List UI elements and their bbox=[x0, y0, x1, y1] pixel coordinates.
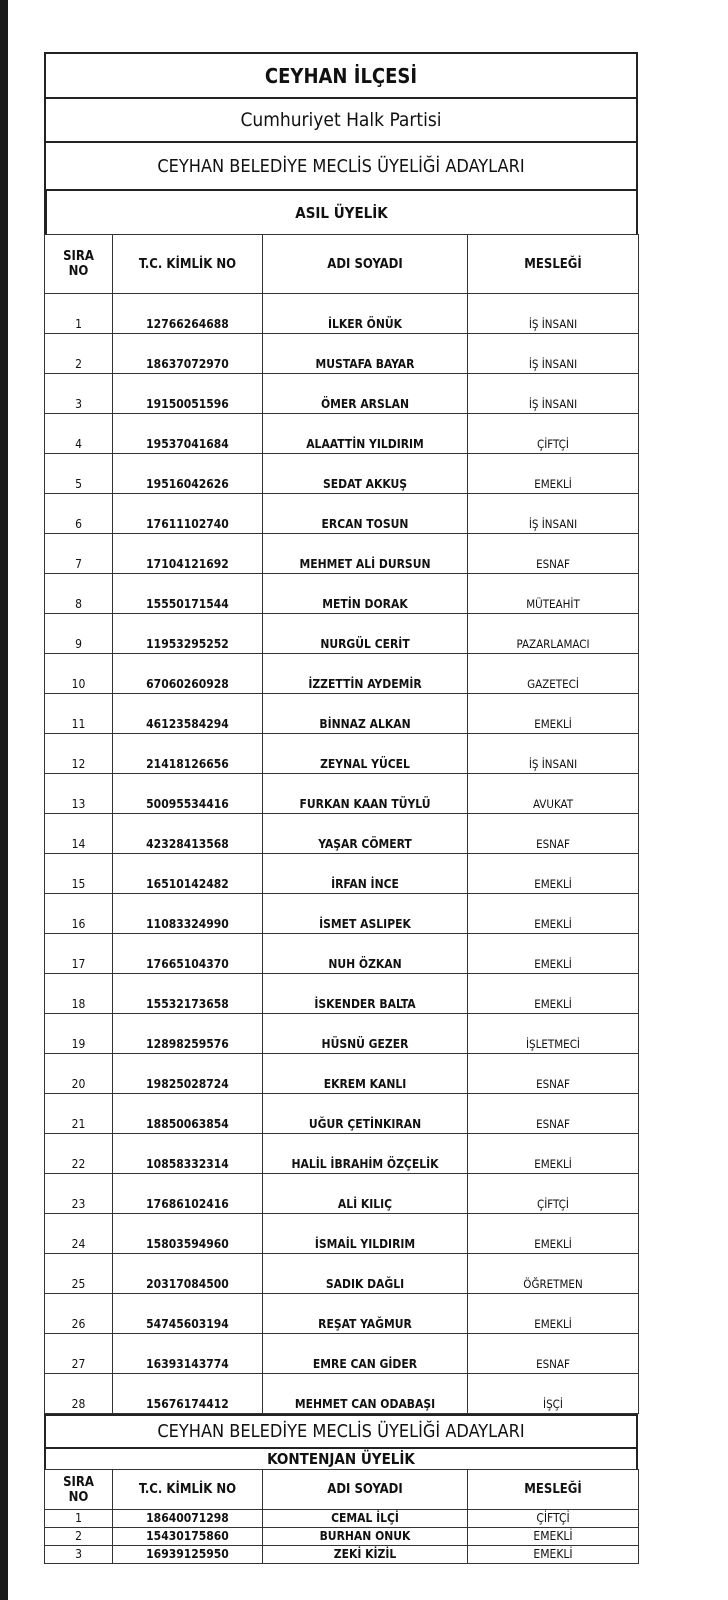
adi-soyadi-cell: İLKER ÖNÜK bbox=[263, 294, 468, 334]
table-row bbox=[45, 374, 639, 414]
tc-kimlik-no-cell: 16393143774 bbox=[113, 1334, 263, 1374]
tc-kimlik-no-cell: 15550171544 bbox=[113, 574, 263, 614]
adi-soyadi-cell: EKREM KANLI bbox=[263, 1054, 468, 1094]
sira-no-cell: 13 bbox=[45, 774, 113, 814]
table-row bbox=[45, 734, 639, 774]
adi-soyadi-cell: ALAATTİN YILDIRIM bbox=[263, 414, 468, 454]
meslegi-cell: ESNAF bbox=[468, 1054, 639, 1094]
sira-no-cell: 4 bbox=[45, 414, 113, 454]
tc-kimlik-no-cell: 16510142482 bbox=[113, 854, 263, 894]
meslegi-cell: EMEKLİ bbox=[468, 894, 639, 934]
sira-no-cell: 24 bbox=[45, 1214, 113, 1254]
tc-kimlik-no-cell: 50095534416 bbox=[113, 774, 263, 814]
adi-soyadi-cell: İZZETTİN AYDEMİR bbox=[263, 654, 468, 694]
adi-soyadi-cell: NURGÜL CERİT bbox=[263, 614, 468, 654]
table-row bbox=[45, 774, 639, 814]
sira-no-cell: 15 bbox=[45, 854, 113, 894]
candidate-list-document bbox=[44, 52, 638, 1564]
kontenjan-table bbox=[44, 1469, 639, 1564]
table-row bbox=[45, 534, 639, 574]
sira-no-cell: 11 bbox=[45, 694, 113, 734]
tc-kimlik-no-cell: 17611102740 bbox=[113, 494, 263, 534]
table-row bbox=[45, 414, 639, 454]
meslegi-cell: EMEKLİ bbox=[468, 854, 639, 894]
adi-soyadi-cell: İSMET ASLIPEK bbox=[263, 894, 468, 934]
sira-no-cell: 2 bbox=[45, 334, 113, 374]
table-row bbox=[45, 974, 639, 1014]
tc-kimlik-no-cell: 10858332314 bbox=[113, 1134, 263, 1174]
meslegi-cell: ESNAF bbox=[468, 534, 639, 574]
adi-soyadi-cell: İSMAİL YILDIRIM bbox=[263, 1214, 468, 1254]
tc-kimlik-no-cell: 18640071298 bbox=[113, 1510, 263, 1528]
tc-kimlik-no-cell: 18850063854 bbox=[113, 1094, 263, 1134]
sira-no-cell: 18 bbox=[45, 974, 113, 1014]
sira-no-cell: 27 bbox=[45, 1334, 113, 1374]
table-row bbox=[45, 1134, 639, 1174]
party-name: Cumhuriyet Halk Partisi bbox=[44, 97, 638, 141]
table-row bbox=[45, 1094, 639, 1134]
meslegi-cell: EMEKLİ bbox=[468, 694, 639, 734]
table-row bbox=[45, 1528, 639, 1546]
meslegi-cell: ÖĞRETMEN bbox=[468, 1254, 639, 1294]
table-row bbox=[45, 894, 639, 934]
tc-kimlik-no-cell: 18637072970 bbox=[113, 334, 263, 374]
sira-no-cell: 7 bbox=[45, 534, 113, 574]
adi-soyadi-cell: BİNNAZ ALKAN bbox=[263, 694, 468, 734]
tc-kimlik-no-cell: 19150051596 bbox=[113, 374, 263, 414]
adi-soyadi-cell: BURHAN ONUK bbox=[263, 1528, 468, 1546]
adi-soyadi-cell: MEHMET CAN ODABAŞI bbox=[263, 1374, 468, 1414]
sira-no-cell: 10 bbox=[45, 654, 113, 694]
adi-soyadi-cell: İRFAN İNCE bbox=[263, 854, 468, 894]
tc-kimlik-no-cell: 19516042626 bbox=[113, 454, 263, 494]
adi-soyadi-cell: ERCAN TOSUN bbox=[263, 494, 468, 534]
adi-soyadi-cell: REŞAT YAĞMUR bbox=[263, 1294, 468, 1334]
meslegi-cell: İŞ İNSANI bbox=[468, 734, 639, 774]
sira-no-cell: 28 bbox=[45, 1374, 113, 1414]
tc-kimlik-no-cell: 11083324990 bbox=[113, 894, 263, 934]
sira-no-cell: 17 bbox=[45, 934, 113, 974]
sira-no-cell: 14 bbox=[45, 814, 113, 854]
sira-no-cell: 9 bbox=[45, 614, 113, 654]
adi-soyadi-cell: HÜSNÜ GEZER bbox=[263, 1014, 468, 1054]
col-tc: T.C. KİMLİK NO bbox=[113, 235, 263, 294]
meslegi-cell: EMEKLİ bbox=[468, 454, 639, 494]
table-row bbox=[45, 654, 639, 694]
adi-soyadi-cell: UĞUR ÇETİNKIRAN bbox=[263, 1094, 468, 1134]
table-row bbox=[45, 1174, 639, 1214]
table-row bbox=[45, 494, 639, 534]
tc-kimlik-no-cell: 19537041684 bbox=[113, 414, 263, 454]
tc-kimlik-no-cell: 67060260928 bbox=[113, 654, 263, 694]
col-sira: SIRA NO bbox=[45, 1470, 113, 1510]
table-row bbox=[45, 814, 639, 854]
sira-no-cell: 16 bbox=[45, 894, 113, 934]
asil-table bbox=[44, 234, 639, 1414]
tc-kimlik-no-cell: 17686102416 bbox=[113, 1174, 263, 1214]
sira-no-cell: 21 bbox=[45, 1094, 113, 1134]
document-title: CEYHAN İLÇESİ bbox=[44, 52, 638, 97]
tc-kimlik-no-cell: 11953295252 bbox=[113, 614, 263, 654]
col-name: ADI SOYADI bbox=[263, 1470, 468, 1510]
col-job: MESLEĞİ bbox=[468, 1470, 639, 1510]
tc-kimlik-no-cell: 20317084500 bbox=[113, 1254, 263, 1294]
table-row bbox=[45, 1254, 639, 1294]
tc-kimlik-no-cell: 16939125950 bbox=[113, 1546, 263, 1564]
sira-no-cell: 26 bbox=[45, 1294, 113, 1334]
sira-no-cell: 20 bbox=[45, 1054, 113, 1094]
sira-no-cell: 1 bbox=[45, 294, 113, 334]
tc-kimlik-no-cell: 15676174412 bbox=[113, 1374, 263, 1414]
table-row bbox=[45, 1054, 639, 1094]
col-tc: T.C. KİMLİK NO bbox=[113, 1470, 263, 1510]
meslegi-cell: İŞLETMECİ bbox=[468, 1014, 639, 1054]
adi-soyadi-cell: FURKAN KAAN TÜYLÜ bbox=[263, 774, 468, 814]
table-row bbox=[45, 694, 639, 734]
tc-kimlik-no-cell: 12766264688 bbox=[113, 294, 263, 334]
table-row bbox=[45, 574, 639, 614]
table-row bbox=[45, 614, 639, 654]
adi-soyadi-cell: METİN DORAK bbox=[263, 574, 468, 614]
sira-no-cell: 5 bbox=[45, 454, 113, 494]
sira-no-cell: 12 bbox=[45, 734, 113, 774]
tc-kimlik-no-cell: 17104121692 bbox=[113, 534, 263, 574]
col-name: ADI SOYADI bbox=[263, 235, 468, 294]
adi-soyadi-cell: CEMAL İLÇİ bbox=[263, 1510, 468, 1528]
table-row bbox=[45, 854, 639, 894]
table-row bbox=[45, 1510, 639, 1528]
tc-kimlik-no-cell: 21418126656 bbox=[113, 734, 263, 774]
meslegi-cell: EMEKLİ bbox=[468, 1214, 639, 1254]
adi-soyadi-cell: SADIK DAĞLI bbox=[263, 1254, 468, 1294]
table-row bbox=[45, 1294, 639, 1334]
meslegi-cell: PAZARLAMACI bbox=[468, 614, 639, 654]
meslegi-cell: EMEKLİ bbox=[468, 974, 639, 1014]
adi-soyadi-cell: ZEKİ KİZİL bbox=[263, 1546, 468, 1564]
tc-kimlik-no-cell: 17665104370 bbox=[113, 934, 263, 974]
meslegi-cell: ÇİFTÇİ bbox=[468, 1510, 639, 1528]
meslegi-cell: ESNAF bbox=[468, 814, 639, 854]
document-subtitle: CEYHAN BELEDİYE MECLİS ÜYELİĞİ ADAYLARI bbox=[44, 141, 638, 189]
meslegi-cell: İŞÇİ bbox=[468, 1374, 639, 1414]
adi-soyadi-cell: SEDAT AKKUŞ bbox=[263, 454, 468, 494]
left-edge-bar bbox=[0, 0, 8, 1600]
meslegi-cell: İŞ İNSANI bbox=[468, 494, 639, 534]
adi-soyadi-cell: EMRE CAN GİDER bbox=[263, 1334, 468, 1374]
sira-no-cell: 3 bbox=[45, 374, 113, 414]
adi-soyadi-cell: MUSTAFA BAYAR bbox=[263, 334, 468, 374]
tc-kimlik-no-cell: 12898259576 bbox=[113, 1014, 263, 1054]
meslegi-cell: EMEKLİ bbox=[468, 934, 639, 974]
kontenjan-subtitle: CEYHAN BELEDİYE MECLİS ÜYELİĞİ ADAYLARI bbox=[44, 1414, 638, 1447]
adi-soyadi-cell: ALİ KILIÇ bbox=[263, 1174, 468, 1214]
meslegi-cell: EMEKLİ bbox=[468, 1134, 639, 1174]
kontenjan-heading: KONTENJAN ÜYELİK bbox=[44, 1447, 638, 1469]
table-row bbox=[45, 1334, 639, 1374]
adi-soyadi-cell: MEHMET ALİ DURSUN bbox=[263, 534, 468, 574]
meslegi-cell: EMEKLİ bbox=[468, 1546, 639, 1564]
meslegi-cell: GAZETECİ bbox=[468, 654, 639, 694]
meslegi-cell: İŞ İNSANI bbox=[468, 334, 639, 374]
sira-no-cell: 8 bbox=[45, 574, 113, 614]
sira-no-cell: 22 bbox=[45, 1134, 113, 1174]
meslegi-cell: ESNAF bbox=[468, 1094, 639, 1134]
adi-soyadi-cell: HALİL İBRAHİM ÖZÇELİK bbox=[263, 1134, 468, 1174]
meslegi-cell: İŞ İNSANI bbox=[468, 374, 639, 414]
sira-no-cell: 25 bbox=[45, 1254, 113, 1294]
meslegi-cell: ÇİFTÇİ bbox=[468, 1174, 639, 1214]
sira-no-cell: 3 bbox=[45, 1546, 113, 1564]
table-row bbox=[45, 1374, 639, 1414]
tc-kimlik-no-cell: 19825028724 bbox=[113, 1054, 263, 1094]
table-row bbox=[45, 1214, 639, 1254]
table-row bbox=[45, 1014, 639, 1054]
table-row bbox=[45, 934, 639, 974]
table-row bbox=[45, 454, 639, 494]
meslegi-cell: İŞ İNSANI bbox=[468, 294, 639, 334]
tc-kimlik-no-cell: 54745603194 bbox=[113, 1294, 263, 1334]
adi-soyadi-cell: NUH ÖZKAN bbox=[263, 934, 468, 974]
tc-kimlik-no-cell: 15803594960 bbox=[113, 1214, 263, 1254]
meslegi-cell: ÇİFTÇİ bbox=[468, 414, 639, 454]
adi-soyadi-cell: ÖMER ARSLAN bbox=[263, 374, 468, 414]
table-row bbox=[45, 294, 639, 334]
meslegi-cell: MÜTEAHİT bbox=[468, 574, 639, 614]
tc-kimlik-no-cell: 42328413568 bbox=[113, 814, 263, 854]
sira-no-cell: 2 bbox=[45, 1528, 113, 1546]
tc-kimlik-no-cell: 15430175860 bbox=[113, 1528, 263, 1546]
meslegi-cell: EMEKLİ bbox=[468, 1294, 639, 1334]
sira-no-cell: 23 bbox=[45, 1174, 113, 1214]
meslegi-cell: ESNAF bbox=[468, 1334, 639, 1374]
sira-no-cell: 19 bbox=[45, 1014, 113, 1054]
sira-no-cell: 6 bbox=[45, 494, 113, 534]
table-row bbox=[45, 334, 639, 374]
tc-kimlik-no-cell: 46123584294 bbox=[113, 694, 263, 734]
tc-kimlik-no-cell: 15532173658 bbox=[113, 974, 263, 1014]
sira-no-cell: 1 bbox=[45, 1510, 113, 1528]
adi-soyadi-cell: İSKENDER BALTA bbox=[263, 974, 468, 1014]
table-row bbox=[45, 1546, 639, 1564]
adi-soyadi-cell: YAŞAR CÖMERT bbox=[263, 814, 468, 854]
meslegi-cell: EMEKLİ bbox=[468, 1528, 639, 1546]
meslegi-cell: AVUKAT bbox=[468, 774, 639, 814]
col-sira: SIRA NO bbox=[45, 235, 113, 294]
adi-soyadi-cell: ZEYNAL YÜCEL bbox=[263, 734, 468, 774]
col-job: MESLEĞİ bbox=[468, 235, 639, 294]
asil-heading: ASIL ÜYELİK bbox=[44, 189, 638, 234]
